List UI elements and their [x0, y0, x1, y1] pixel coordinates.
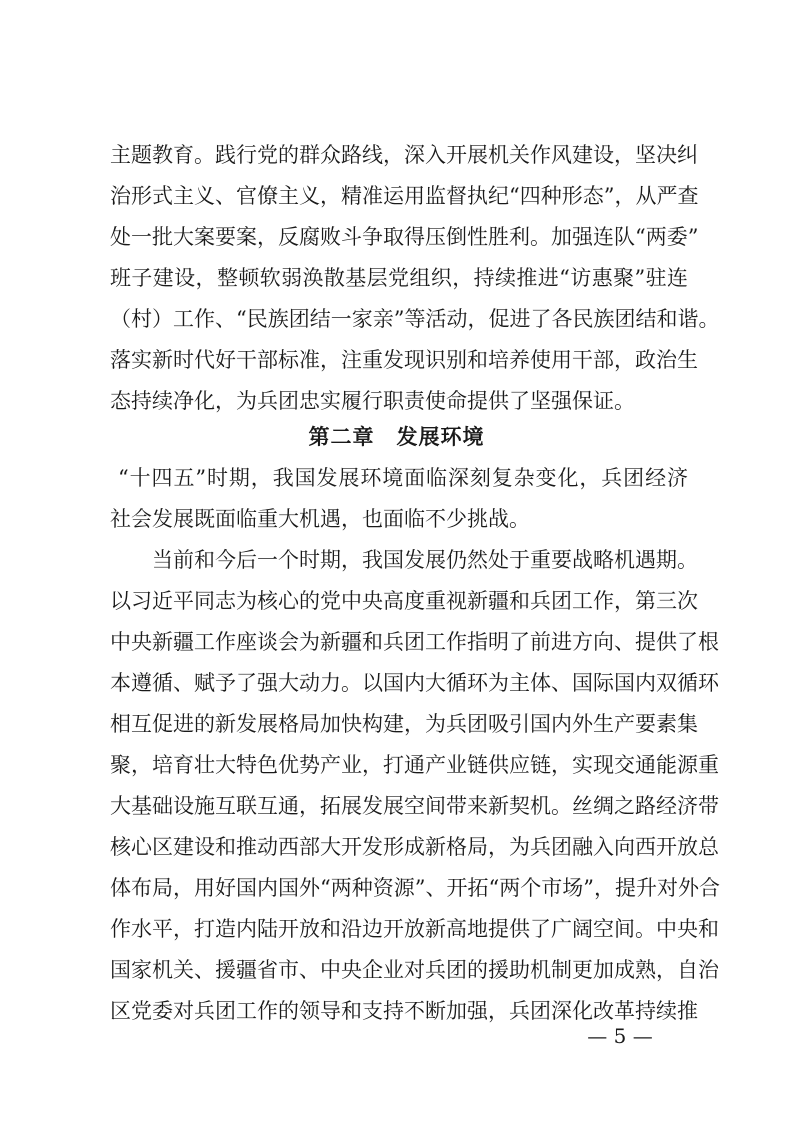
paragraph-line: 治形式主义、官僚主义，精准运用监督执纪“四种形态”，从严查: [110, 184, 699, 208]
page-number: — 5 —: [587, 1024, 653, 1048]
paragraph-line: 作水平，打造内陆开放和沿边开放新高地提供了广阔空间。中央和: [110, 917, 719, 941]
paragraph-line: 主题教育。践行党的群众路线，深入开展机关作风建设，坚决纠: [110, 143, 698, 167]
paragraph-line: 处一批大案要案，反腐败斗争取得压倒性胜利。加强连队“两委”: [110, 225, 699, 249]
paragraph-line: 以习近平同志为核心的党中央高度重视新疆和兵团工作，第三次: [110, 589, 698, 613]
paragraph-line: 核心区建设和推动西部大开发形成新格局，为兵团融入向西开放总: [110, 835, 719, 859]
paragraph-line: 聚，培育壮大特色优势产业，打通产业链供应链，实现交通能源重: [110, 753, 719, 777]
paragraph-line: 当前和今后一个时期，我国发展仍然处于重要战略机遇期。: [152, 548, 698, 572]
paragraph-line: 本遵循、赋予了强大动力。以国内大循环为主体、国际国内双循环: [110, 671, 719, 695]
paragraph-line: 中央新疆工作座谈会为新疆和兵团工作指明了前进方向、提供了根: [110, 630, 719, 654]
paragraph-line: 班子建设，整顿软弱涣散基层党组织，持续推进“访惠聚”驻连: [110, 266, 688, 290]
paragraph-line: “十四五”时期，我国发展环境面临深刻复杂变化，兵团经济: [118, 466, 688, 490]
paragraph-line: 体布局，用好国内国外“两种资源”、开拓“两个市场”，提升对外合: [110, 876, 720, 900]
paragraph-line: （村）工作、“民族团结一家亲”等活动，促进了各民族团结和谐。: [110, 307, 720, 331]
paragraph-line: 国家机关、援疆省市、中央企业对兵团的援助机制更加成熟，自治: [110, 958, 719, 982]
paragraph-line: 落实新时代好干部标准，注重发现识别和培养使用干部，政治生: [110, 348, 698, 372]
paragraph-line: 态持续净化，为兵团忠实履行职责使命提供了坚强保证。: [110, 389, 635, 413]
paragraph-line: 相互促进的新发展格局加快构建，为兵团吸引国内外生产要素集: [110, 712, 698, 736]
chapter-heading: 第二章 发展环境: [308, 425, 485, 449]
paragraph-line: 区党委对兵团工作的领导和支持不断加强，兵团深化改革持续推: [110, 999, 698, 1023]
paragraph-line: 社会发展既面临重大机遇，也面临不少挑战。: [110, 507, 530, 531]
paragraph-line: 大基础设施互联互通，拓展发展空间带来新契机。丝绸之路经济带: [110, 794, 719, 818]
